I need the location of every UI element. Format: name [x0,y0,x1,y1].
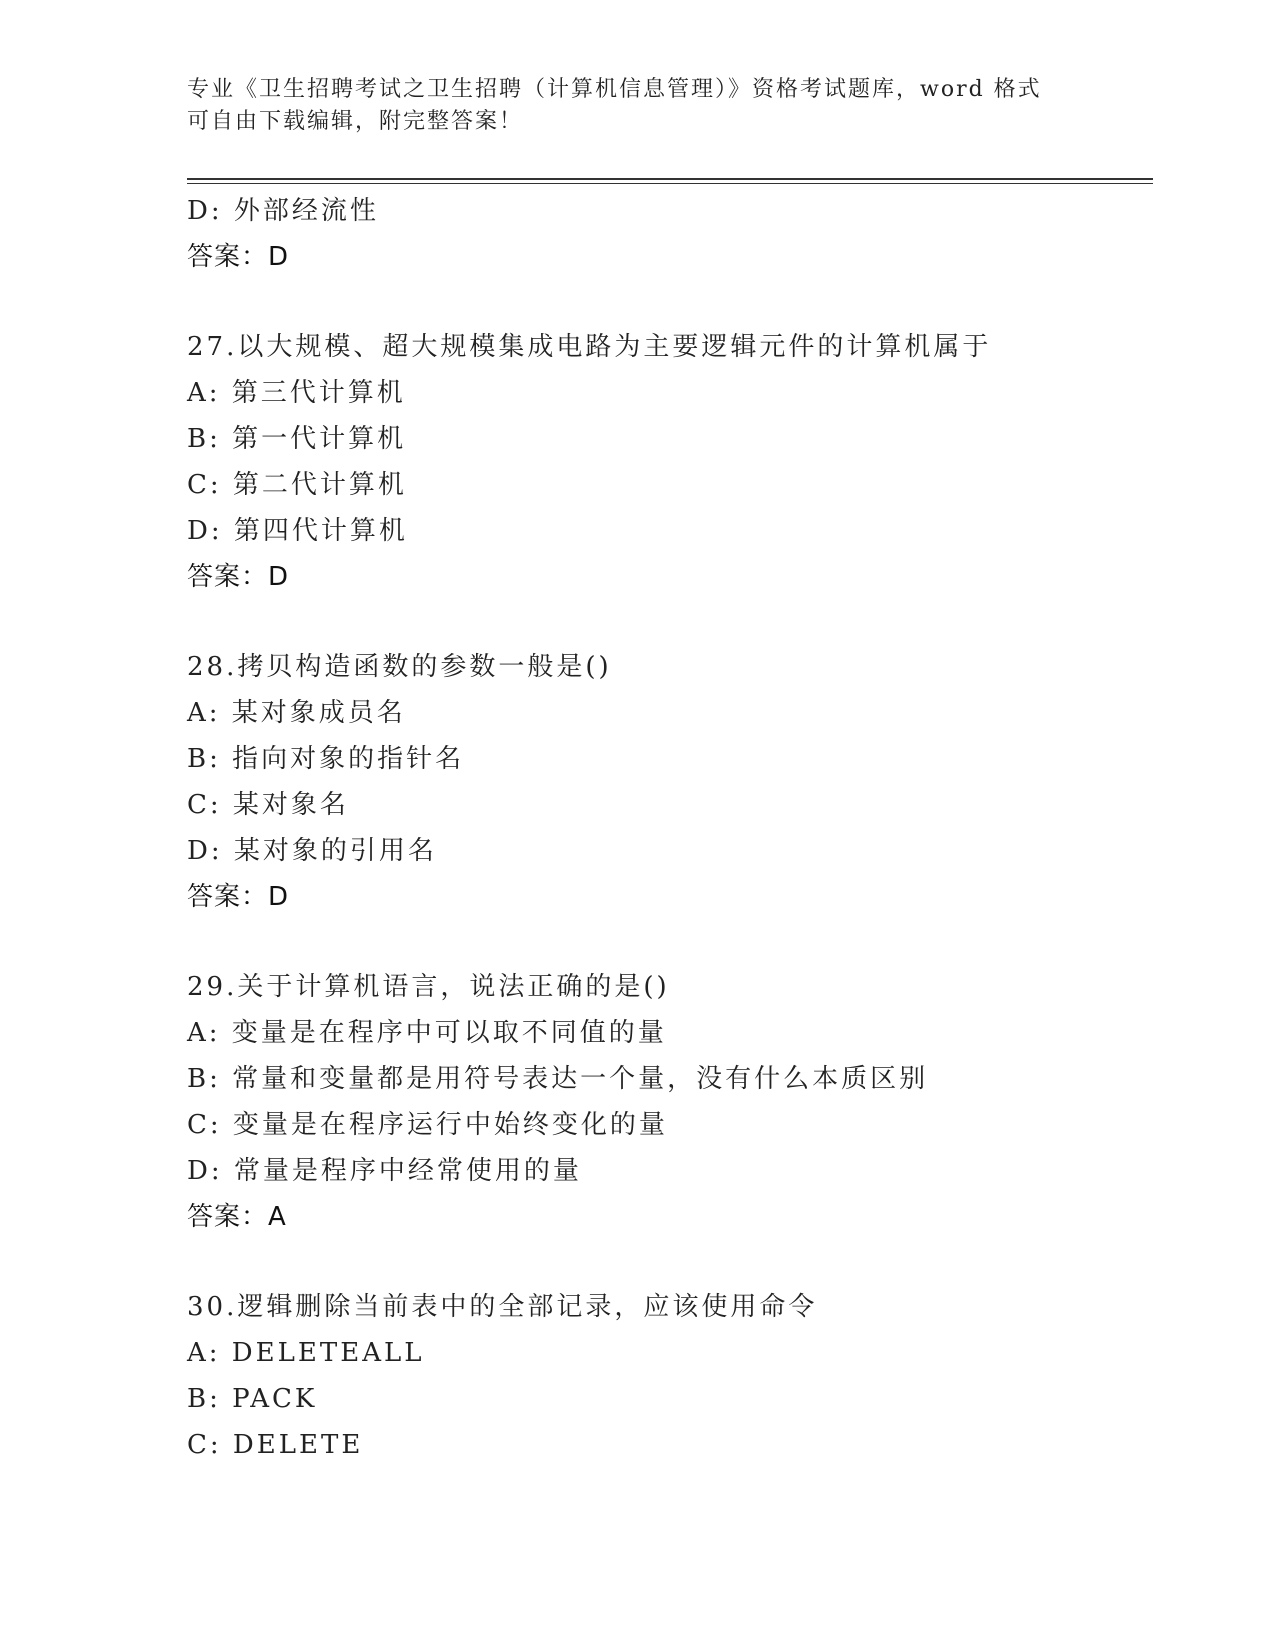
answer: 答案：D [187,882,290,912]
question-27 [187,324,1147,600]
document-header [187,74,1067,138]
question-stem: 27.以大规模、超大规模集成电路为主要逻辑元件的计算机属于 [187,332,992,362]
option-d: D: 常量是程序中经常使用的量 [187,1156,582,1186]
option-a: A: 第三代计算机 [187,378,406,408]
carryover-option-d: D: 外部经流性 [187,196,379,226]
question-list [187,188,1147,1468]
option-c: C: 第二代计算机 [187,470,407,500]
option-b: B: 第一代计算机 [187,424,407,454]
header-rule-thin [187,183,1153,184]
option-a: A: DELETEALL [187,1338,425,1368]
option-d: D: 第四代计算机 [187,516,408,546]
carryover-answer: 答案：D [187,242,290,272]
option-b: B: PACK [187,1384,318,1414]
header-line-1: 专业《卫生招聘考试之卫生招聘（计算机信息管理）》资格考试题库，word 格式 [187,77,1042,102]
option-c: C: 某对象名 [187,790,349,820]
question-stem: 28.拷贝构造函数的参数一般是() [187,652,612,682]
question-stem: 30.逻辑删除当前表中的全部记录，应该使用命令 [187,1292,818,1322]
question-29 [187,964,1147,1240]
option-d: D: 某对象的引用名 [187,836,437,866]
option-b: B: 常量和变量都是用符号表达一个量，没有什么本质区别 [187,1064,929,1094]
question-30 [187,1284,1147,1468]
header-line-2: 可自由下载编辑，附完整答案！ [187,109,524,134]
option-c: C: DELETE [187,1430,364,1460]
option-a: A: 变量是在程序中可以取不同值的量 [187,1018,667,1048]
question-28 [187,644,1147,920]
answer: 答案：D [187,562,290,592]
header-rule-thick [187,178,1153,180]
option-a: A: 某对象成员名 [187,698,406,728]
option-c: C: 变量是在程序运行中始终变化的量 [187,1110,668,1140]
answer: 答案：A [187,1202,287,1232]
option-b: B: 指向对象的指针名 [187,744,465,774]
question-stem: 29.关于计算机语言，说法正确的是() [187,972,670,1002]
